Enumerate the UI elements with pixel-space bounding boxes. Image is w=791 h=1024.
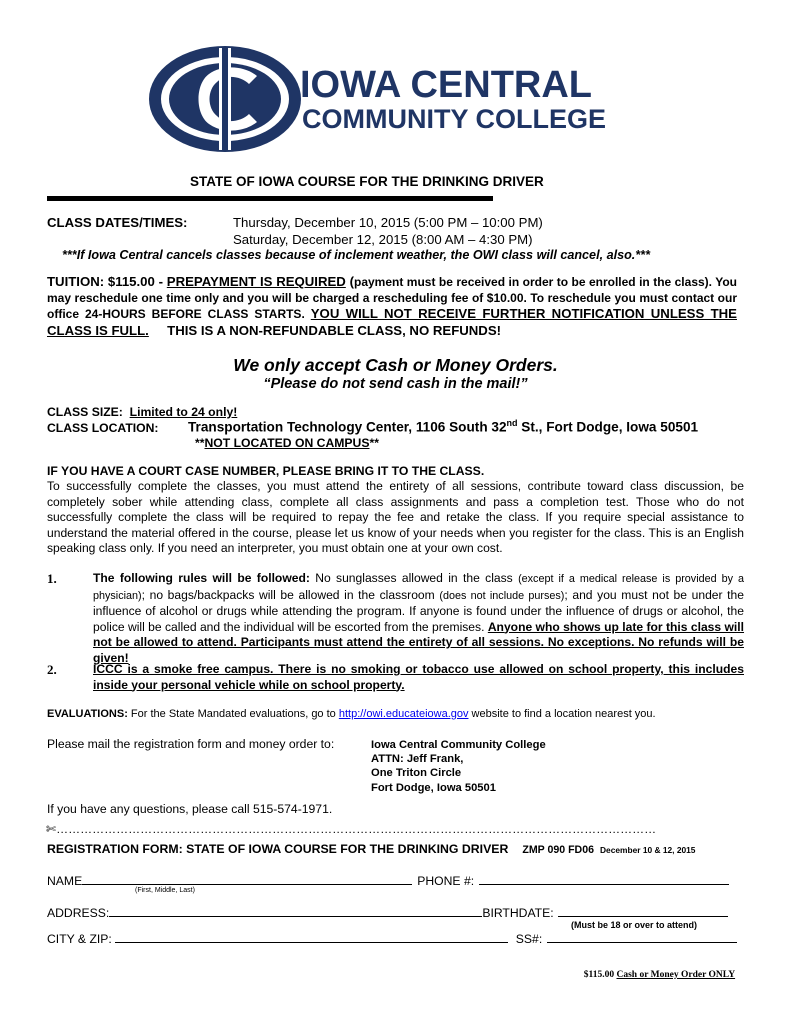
fee-amount: $115.00 [583,970,617,980]
payment-subheading: “Please do not send cash in the mail!” [263,376,528,392]
class-size-value: Limited to 24 only! [129,405,238,419]
address-field[interactable] [109,906,482,917]
class-date-2: Saturday, December 12, 2015 (8:00 AM – 4:30 PM) [233,232,533,247]
court-heading: IF YOU HAVE A COURT CASE NUMBER, PLEASE BRING IT TO THE CLASS. [47,464,485,478]
rule-1-a: No sunglasses allowed in the class [309,571,519,585]
mail-address-line: Iowa Central Community College [371,739,546,751]
class-location-label: CLASS LOCATION: [47,421,159,435]
rule-1-c: ; no bags/backpacks will be allowed in the classroom [141,587,440,602]
cut-line [46,822,746,836]
birthdate-label: BIRTHDATE: [482,906,554,920]
phone-field[interactable] [479,874,729,885]
rule-1 [93,571,744,666]
address-label: ADDRESS: [47,906,110,920]
city-row [47,932,737,946]
city-label: CITY & ZIP: [47,932,112,946]
location-superscript: nd [506,418,518,428]
note-stars-left: ** [195,436,205,450]
age-note: (Must be 18 or over to attend) [571,920,698,930]
class-size [47,405,237,419]
tuition-details: payment must be received in order to be enrolled in the class). You may reschedule one time only and you will be charged a rescheduling fee of $10.00. To reschedule you must contact our office 24-HOURS BEFORE CLASS STARTS. [47,275,738,322]
address-row [47,906,728,920]
name-hint: (First, Middle, Last) [135,887,195,894]
evaluations [47,708,656,720]
page-title: STATE OF IOWA COURSE FOR THE DRINKING DRIVER [190,174,544,189]
logo-emblem-icon [145,40,305,158]
note-text: NOT LOCATED ON CAMPUS [204,436,370,450]
class-date-1: Thursday, December 10, 2015 (5:00 PM – 10:00 PM) [233,215,543,230]
class-location-value [188,418,698,435]
tuition-label: TUITION: $115.00 - [47,274,167,289]
mail-instruction: Please mail the registration form and money order to: [47,737,335,751]
location-address-end: St., Fort Dodge, Iowa 50501 [517,419,699,435]
rule-2: ICCC is a smoke free campus. There is no smoking or tobacco use allowed on school property, this includes inside your personal vehicle while on school property. [93,662,744,692]
tuition-section [47,274,737,339]
mail-address-line: ATTN: Jeff Frank, [371,753,464,766]
rule-1-d: (does not include purses) [439,589,565,602]
evaluations-text-1: For the State Mandated evaluations, go to [127,708,339,720]
cancel-note: ***If Iowa Central cancels classes because of inclement weather, the OWI class will cancel, also.*** [62,248,650,262]
fee-method: Cash or Money Order ONLY [616,970,736,980]
form-title: REGISTRATION FORM: STATE OF IOWA COURSE FOR THE DRINKING DRIVER [47,842,509,856]
class-dates-label: CLASS DATES/TIMES: [47,215,188,230]
tuition-paren: ( [345,274,354,289]
court-body: To successfully complete the classes, you must attend the entirety of all sessions, contribute toward class discussion, be completely sober while attending class, complete all class assignments and pass a completion test. Those who do not successfully complete the class will be required to repay the fee and retake the class. If you require special assistance to understand the material offered in the course, please let us know of your needs when you register for the class. This is an English speaking class only. If you need an interpreter, you must obtain one at your own cost. [47,479,744,556]
payment-heading: We only accept Cash or Money Orders. [233,355,558,375]
form-code: ZMP 090 FD06 [522,844,594,856]
evaluations-link[interactable]: http://owi.educateiowa.gov [338,708,469,720]
name-row [47,874,729,888]
no-notification-warning: YOU WILL NOT RECEIVE FURTHER NOTIFICATION UNLESS THE CLASS IS FULL. [47,306,737,338]
rule-1-label: The following rules will be followed: [93,571,310,585]
form-title-row [47,842,695,856]
rule-1-b: (except if a medical release is provided by a physician) [93,573,744,602]
not-on-campus-note [195,436,379,450]
form-dates: December 10 & 12, 2015 [600,845,696,855]
note-stars-right: ** [369,436,379,450]
city-field[interactable] [115,932,508,943]
ss-field[interactable] [547,932,737,943]
evaluations-label: EVALUATIONS: [47,708,128,720]
class-size-label: CLASS SIZE: [47,405,130,419]
name-label: NAME [47,874,83,888]
location-address: Transportation Technology Center, 1106 South 32 [188,419,507,435]
logo-text-line1: IOWA CENTRAL [300,64,593,106]
evaluations-text-2: website to find a location nearest you. [468,708,656,720]
rule-1-e: ; and you must not be under the influence of alcohol or drugs while attending the program. If anyone is found under the influence of drugs or alcohol, the police will be called and the individual will be escorted from the premises. [93,587,744,634]
fee-note [579,960,735,980]
name-field[interactable] [82,874,412,885]
phone-label: PHONE #: [417,874,475,888]
college-logo [145,40,607,158]
non-refundable-note: THIS IS A NON-REFUNDABLE CLASS, NO REFUNDS! [148,322,502,338]
title-rule [47,196,493,201]
logo-text-line2: COMMUNITY COLLEGE [302,104,607,134]
prepayment-required: PREPAYMENT IS REQUIRED [166,274,346,289]
mail-address-line: Fort Dodge, Iowa 50501 [371,781,496,794]
rule-number-1: 1. [47,571,57,586]
birthdate-field[interactable] [558,906,728,917]
questions-note: If you have any questions, please call 515-574-1971. [47,802,333,816]
mail-address-line: One Triton Circle [371,767,462,780]
cut-line-dots: …………………………………………………………………………………………………………………………………… [56,822,657,836]
rule-1-f: Anyone who shows up late for this class will not be allowed to attend. Participants must attend the entirety of all sessions. No exceptions. No refunds will be given! [93,619,745,665]
scissors-icon: ✄ [46,822,57,836]
ss-label: SS#: [515,932,543,946]
rule-number-2: 2. [47,662,57,677]
mail-address [371,738,546,795]
